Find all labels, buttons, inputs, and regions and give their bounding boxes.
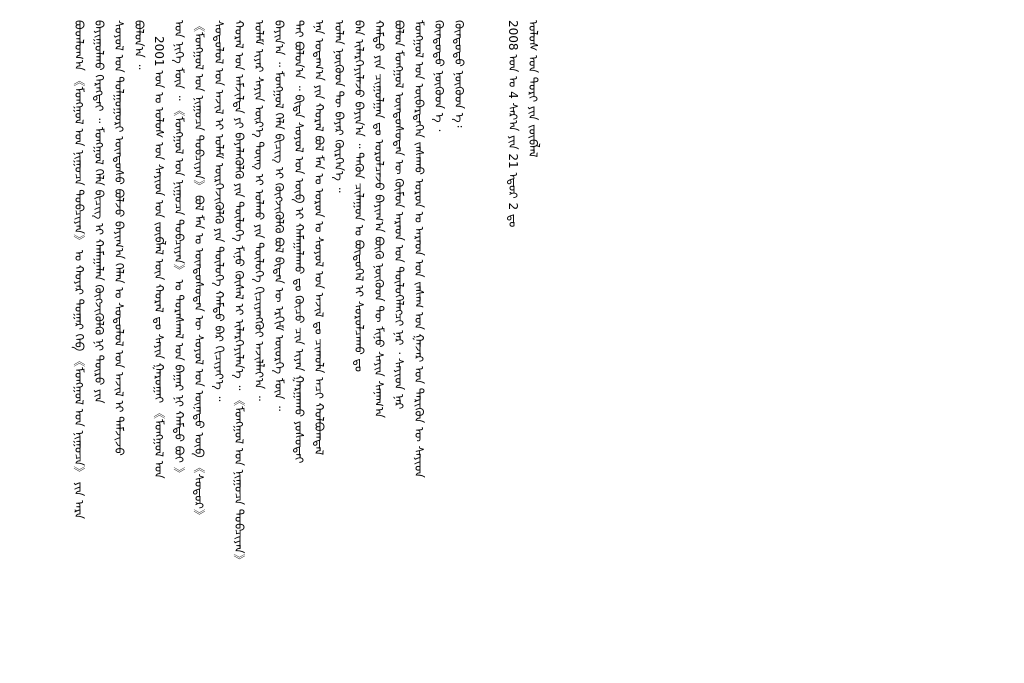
greeting-line: ᠬᠦᠨᠳᠦᠲᠦ ᠨᠥᠬᠦᠳ ᠡ᠄ xyxy=(452,20,466,128)
document-columns xyxy=(40,20,544,660)
body-line: ᠰᠤᠳᠤᠯᠤᠯ ᠤᠨ ᠠᠵᠢᠯ ᠢ ᠤᠯᠠᠮ ᠥᠷᠭᠡᠵᠢᠭᠦᠯᠬᠦ ᠶᠢᠨ ᠲᠥᠯᠥᠭᠡ ᠬᠠᠮᠲᠤ ᠪᠡᠷ ᠬᠢᠴᠢᠶᠡᠶ᠎ᠡ ᠃ xyxy=(212,20,226,402)
closing-date-line: 2001 ᠣᠨ ᠤ ᠤᠯᠤᠰ ᠤᠨ ᠰᠠᠶᠢᠳ ᠤᠨ ᠵᠥᠪᠯᠡᠯ ᠦᠨ ᠬᠤᠷᠠᠯ ᠳᠤ ᠰᠠᠶᠢᠨ ᠭᠠᠷᠤᠭᠠᠢ 《ᠮᠣᠩᠭᠣᠯ ᠤᠨ xyxy=(152,36,166,479)
body-line: 《ᠮᠣᠩᠭᠣᠯ ᠤᠨ ᠨᠢᠭᠤᠴᠠ ᠲᠣᠪᠴᠢᠶᠠᠨ》 ᠪᠣᠯ ᠮᠠᠨ ᠤ ᠦᠨᠳᠦᠰᠦᠲᠡᠨ ᠦ ᠰᠣᠶᠣᠯ ᠤᠨ ᠦᠨᠡᠲᠦ ᠥᠪ 《ᠰᠤᠳᠤᠷ》 xyxy=(192,20,206,521)
body-line: ᠪᠣᠯᠤᠨ ᠮᠣᠩᠭᠣᠯ ᠦᠨᠳᠦᠰᠦᠲᠡᠨ ᠦ ᠬᠦᠮᠦᠨ ᠠᠷᠠᠳ ᠤᠨ ᠲᠥᠯᠥᠭᠡᠯᠡᠭᠴᠢ ᠨᠠᠷ ᠂ ᠰᠠᠶᠢᠳ ᠨᠠᠷ xyxy=(392,20,406,410)
last-line: ᠪᠣᠳᠯᠣᠭ᠎ᠠ 《ᠮᠣᠩᠭᠣᠯ ᠤᠨ ᠨᠢᠭᠤᠴᠠ ᠲᠣᠪᠴᠢᠶᠠᠨ》 ᠤ ᠬᠣᠶᠠᠷ ᠳᠤᠭᠠᠷ ᠬᠡᠪ 《ᠮᠣᠩᠭᠣᠯ ᠤᠨ ᠨᠢᠭᠤᠴᠠ》 ᠶᠢᠨ ᠠᠷᠠ xyxy=(72,20,86,519)
body-line: ᠡᠨᠡ ᠤᠳᠠᠭ᠎ᠠ ᠶᠢᠨ ᠬᠤᠷᠠᠯ ᠪᠣᠯ ᠮᠠᠨ ᠤ ᠣᠷᠣᠨ ᠤ ᠰᠤᠶᠤᠯ ᠤᠨ ᠠᠵᠢᠯ ᠳᠤ ᠴᠢᠬᠤᠯᠠ ᠠᠴᠢ ᠬᠣᠯᠪᠣᠭᠳᠠᠯ xyxy=(312,20,326,456)
greeting-line-2: ᠬᠦᠨᠳᠦᠲᠦ ᠨᠥᠬᠦᠳ ᠡ ᠂ xyxy=(432,20,446,132)
document-date: 2008 ᠣᠨ ᠤ 4 ᠰᠠᠷ᠎ᠠ ᠶᠢᠨ 21 ᠡᠳᠦᠷ 2 ᠳᠤ xyxy=(506,20,520,228)
body-line: ᠲᠠᠢ ᠪᠣᠯᠤᠨ᠎ᠠ ᠃ ᠪᠢᠳᠡ ᠰᠤᠶᠤᠯ ᠤᠨ ᠥᠪ ᠢ ᠬᠠᠮᠠᠭᠠᠯᠠᠬᠤ ᠳᠤ ᠬᠦᠴᠦ ᠴᠢᠨ ᠢᠶᠡᠨ ᠭᠠᠷᠭᠠᠬᠤ ᠶᠣᠰᠣᠲᠠᠢ xyxy=(292,20,306,464)
body-line: ᠤᠨ ᠨᠢᠭᠡ ᠮᠥᠨ ᠃ 《ᠮᠣᠩᠭᠣᠯ ᠤᠨ ᠨᠢᠭᠤᠴᠠ ᠲᠣᠪᠴᠢᠶᠠᠨ》 ᠤ ᠳᠤᠷᠠᠰᠬᠠᠯ ᠤᠨ ᠪᠠᠭᠠᠷ ᠨᠢ ᠬᠠᠮᠲᠤ ᠪᠤᠢ 》 xyxy=(172,20,186,479)
body-line: ᠣᠯᠠᠨ ᠨᠥᠬᠥᠳ ᠲᠦ ᠪᠠᠶᠠᠷ ᠬᠦᠷᠭᠡᠨ᠎ᠡ ᠃ xyxy=(332,20,346,193)
document-title: ᠤᠯᠤᠰ ᠤᠨ ᠲᠤᠷᠢ ᠶᠢᠨ ᠵᠦᠪᠯᠡᠯ xyxy=(526,20,540,158)
body-line: ᠬᠠᠮᠲᠤ ᠶᠢᠨ ᠴᠢᠭᠤᠯᠭᠠᠨ ᠳᠤ ᠣᠷᠣᠯᠴᠠᠵᠤ ᠪᠠᠶᠢᠭ᠎ᠠ ᠪᠦᠬᠦ ᠨᠥᠬᠥᠳ ᠲᠦ ᠮᠢᠨᠤ ᠰᠠᠶᠢᠨ ᠰᠠᠨᠠᠭ᠎ᠠ xyxy=(372,20,386,418)
body-line: ᠪᠠᠨ ᠢᠯᠡᠷᠬᠡᠶᠢᠯᠡᠵᠦ ᠪᠠᠶᠢᠨ᠎ᠠ ᠃ ᠲᠡᠭᠦᠨ ᠴᠢᠯᠠᠭᠤᠨ ᠤ ᠪᠦᠲᠦᠭᠡᠯ ᠢ ᠰᠤᠷᠤᠯᠴᠠᠬᠤ ᠳᠤ xyxy=(352,20,366,372)
last-line: ᠰᠤᠶᠤᠯ ᠤᠨ ᠲᠤᠯᠭᠤᠭᠤᠷᠢ ᠦᠨᠳᠦᠰᠦ ᠪᠣᠯᠵᠤ ᠪᠠᠶᠢᠭ᠎ᠠ ᠬᠡᠯᠡᠨ ᠤ ᠰᠤᠳᠤᠯᠤᠯ ᠤᠨ ᠠᠵᠢᠯ ᠢ ᠳᠡᠮᠵᠢᠵᠦ xyxy=(112,20,126,456)
body-line: ᠮᠣᠩᠭᠣᠯ ᠤᠨ ᠥᠪᠡᠷᠲᠡᠭᠡᠨ ᠵᠠᠰᠠᠬᠤ ᠣᠷᠣᠨ ᠤ ᠠᠷᠠᠳ ᠤᠨ ᠵᠠᠰᠠᠭ ᠤᠨ ᠭᠠᠵᠠᠷ ᠤᠨ ᠲᠡᠷᠢᠭᠦᠨ ᠦ ᠰᠠᠶᠢᠳ xyxy=(412,20,426,478)
body-line: ᠬᠤᠷᠠᠯ ᠤᠨ ᠠᠮᠵᠢᠯᠲᠠ ᠶᠢ ᠪᠡᠶᠡᠯᠡᠭᠦᠯᠬᠦ ᠶᠢᠨ ᠲᠥᠯᠥᠭᠡ ᠮᠢᠨᠤ ᠬᠦᠰᠡᠯ ᠢ ᠢᠯᠡᠷᠬᠡᠶᠢᠯᠡᠨ᠎ᠡ ᠃ 《ᠮᠣᠩᠭᠣᠯ ᠤᠨ ᠨᠢᠭᠤᠴᠠ ᠲᠣᠪᠴᠢᠶᠠᠨ》 xyxy=(232,20,246,566)
body-line: ᠪᠠᠶᠢᠨ᠎ᠠ ᠃ ᠮᠣᠩᠭᠣᠯ ᠬᠡᠯᠡ ᠪᠢᠴᠢᠭ ᠢ ᠬᠥᠭᠵᠢᠭᠦᠯᠬᠦ ᠪᠣᠯ ᠪᠢᠳᠡᠨ ᠦ ᠡᠷᠬᠢᠮ ᠦᠦᠷᠭᠡ ᠮᠥᠨ ᠃ xyxy=(272,20,286,412)
body-line: ᠤᠯᠠᠮ ᠢᠶᠠᠷ ᠰᠠᠶᠢᠨ ᠦᠷ᠎ᠡ ᠳᠦᠩ ᠢ ᠣᠯᠬᠤ ᠶᠢᠨ ᠲᠥᠯᠥᠭᠡ ᠬᠢᠴᠢᠶᠡᠩᠭᠦᠢ ᠠᠵᠢᠯᠯᠠᠶ᠎ᠠ ᠃ xyxy=(252,20,266,401)
last-line: ᠪᠠᠶᠢᠭᠤᠯᠬᠤ ᠬᠡᠷᠡᠭᠲᠡᠢ ᠃ ᠮᠣᠩᠭᠣᠯ ᠬᠡᠯᠡ ᠪᠢᠴᠢᠭ ᠢ ᠬᠠᠮᠠᠭᠠᠯᠠᠨ ᠬᠥᠭᠵᠢᠭᠦᠯᠬᠦ ᠨᠢ ᠲᠥᠷᠥ ᠶᠢᠨ xyxy=(92,20,106,404)
tail-line: ᠪᠣᠯᠤᠨ᠎ᠠ ᠃ xyxy=(132,20,146,70)
spacer xyxy=(470,20,504,660)
